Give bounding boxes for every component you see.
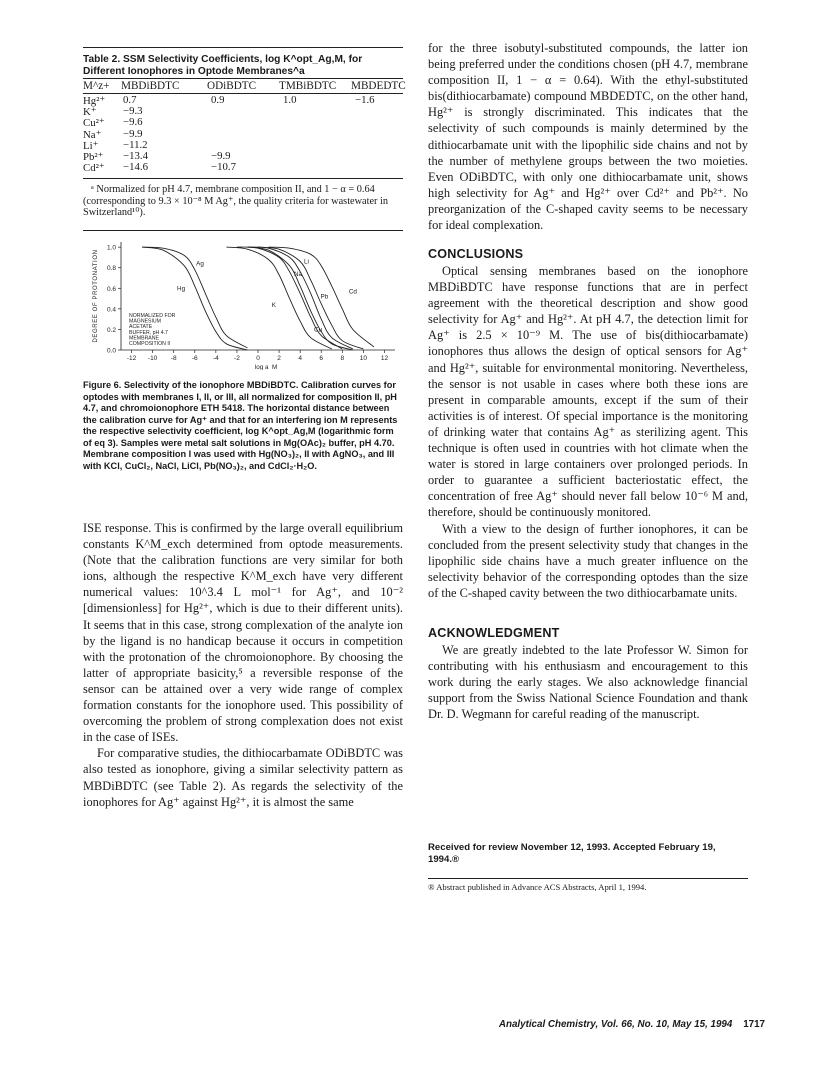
ion-cell: Cu²⁺	[83, 117, 105, 130]
table-header-rule	[83, 78, 403, 79]
value-cell: −11.2	[123, 138, 148, 151]
table-row	[83, 94, 403, 105]
paragraph: ISE response. This is confirmed by the large overall equilibrium constants K^M_exch determined from optode measurements. (Note that the calibration functions are very similar for both ions, although the respective K^M_exch have very different numerical values: 10^3.4 L mol⁻¹ for Ag⁺, and 10⁻² [dimensionless] for Hg²⁺, which is due to their different units). It seems that in this case, strong complexation of the analyte ion by the ligand is no handicap because it occurs in competition with the protonation of the chromoionophore. By choosing the latter of appropriate basicity,⁵ a reversible response of the sensor can be attained over a very wide range of complex formation constants for the ionophore used. This possibility of overcoming the problem of strong complexation does not exist in the case of ISEs.	[83, 521, 403, 745]
conclusions-heading: CONCLUSIONS	[428, 247, 524, 261]
x-tick-label: -10	[147, 355, 158, 362]
series-label-cu: Cu	[314, 326, 323, 334]
x-tick-label: -8	[170, 355, 177, 362]
y-tick-label: 0.8	[106, 265, 116, 273]
value-cell: −14.6	[123, 161, 148, 174]
figure-top-rule	[83, 230, 403, 231]
table-caption: Table 2. SSM Selectivity Coefficients, log K^opt_Ag,M, for Different Ionophores in Optode Membranes^a	[83, 54, 363, 77]
value-cell: 0.7	[123, 94, 137, 106]
table-row	[83, 128, 403, 139]
page-number: 1717	[743, 1019, 765, 1030]
series-label-cd: Cd	[348, 288, 357, 296]
table-row	[83, 150, 403, 161]
right-body-text	[428, 40, 748, 233]
ion-cell: Li⁺	[83, 139, 99, 152]
selectivity-figure	[83, 236, 403, 370]
x-tick-label: -2	[234, 355, 240, 362]
series-label-hg: Hg	[177, 285, 186, 293]
ion-cell: Na⁺	[83, 128, 102, 141]
acknowledgment-heading: ACKNOWLEDGMENT	[428, 626, 560, 640]
col-header: MBDiBDTC	[121, 80, 180, 92]
legend-line: MAGNESIUM	[129, 318, 161, 325]
series-label-k: K	[271, 301, 276, 309]
chart-curves	[142, 247, 374, 350]
abstract-footnote: ® Abstract published in Advance ACS Abstracts, April 1, 1994.	[428, 878, 748, 893]
value-cell: −1.6	[355, 94, 375, 106]
acknowledgment-body	[428, 642, 748, 722]
col-header: ODiBDTC	[207, 80, 257, 92]
col-header: TMBiBDTC	[279, 80, 337, 92]
paragraph: for the three isobutyl-substituted compounds, the latter ion being preferred under the conditions chosen (pH 4.7, membrane composition II, 1 − α = 0.64). With the ethyl-substituted bis(dithiocarbamate) compound MBDEDTC, on the other hand, Hg²⁺ is strongly discriminated. This indicates that the selectivity of such compounds is mainly determined by the dithiocarbamate unit with the lipophilic side chains and not by the number of methylene groups between the two moieties. Even ODiBDTC, with only one dithiocarbamate unit, shows high selectivity for Ag⁺ and Hg²⁺ over Cd²⁺ and Pb²⁺. No preorganization of the C-shaped cavity seems to be necessary for ideal complexation.	[428, 41, 748, 233]
table-bottom-rule	[83, 178, 403, 179]
left-body-text	[83, 520, 403, 810]
figure-caption: Figure 6. Selectivity of the ionophore MBDiBDTC. Calibration curves for optodes with membranes I, II, or III, all normalized for composition II, pH 4.7, and chromoionophore ETH 5418. The horizontal distance between the calibration curve for Ag⁺ and that for an interfering ion M represents the respective selectivity coefficient, log K^opt_Ag,M (logarithmic form of eq 3). Samples were metal salt solutions in Mg(OAc)₂ buffer, pH 4.70. Membrane composition I was used with Hg(NO₃)₂, II with AgNO₃, and III with KCl, CuCl₂, NaCl, LiCl, Pb(NO₃)₂, and CdCl₂·H₂O.	[83, 380, 398, 471]
ion-cell: Pb²⁺	[83, 151, 104, 163]
table-row	[83, 139, 403, 150]
ion-cell: Hg²⁺	[83, 95, 106, 107]
value-cell: 1.0	[283, 94, 297, 106]
x-tick-label: -6	[191, 355, 198, 362]
legend-line: MEMBRANE	[129, 335, 159, 342]
x-tick-label: 10	[359, 355, 368, 362]
ion-cell: Cd²⁺	[83, 162, 105, 175]
y-tick-label: 0.6	[106, 285, 116, 293]
paragraph: We are greatly indebted to the late Professor W. Simon for contributing with his enthusiasm and encouragement to this work during the early stages. We also acknowledge financial support from the Swiss National Science Foundation and thank Dr. D. Wegmann for careful reading of the manuscript.	[428, 643, 748, 722]
received-dates: Received for review November 12, 1993. Accepted February 19, 1994.®	[428, 842, 716, 865]
journal-citation: Analytical Chemistry, Vol. 66, No. 10, May 15, 1994	[498, 1019, 733, 1030]
value-cell: −9.9	[123, 127, 143, 140]
x-tick-label: 0	[256, 355, 260, 362]
y-tick-label: 0.4	[106, 306, 116, 314]
col-header: MBDEDTC	[351, 80, 406, 92]
x-tick-label: 2	[277, 355, 281, 362]
x-tick-label: 4	[298, 355, 302, 362]
paragraph: For comparative studies, the dithiocarbamate ODiBDTC was also tested as ionophore, giving a similar selectivity pattern as MBDiBDTC (see Table 2). As regards the selectivity of the ionophores for Ag⁺ against Hg²⁺, it is almost the same	[83, 746, 403, 809]
value-cell: −9.6	[123, 116, 143, 129]
paragraph: Optical sensing membranes based on the ionophore MBDiBDTC have response functions that are in perfect agreement with the theoretical description and show good selectivity for Ag⁺ and Hg²⁺. At pH 4.7, the detection limit for Ag⁺ is 2.5 × 10⁻⁹ M. The use of bis(dithiocarbamate) ionophores thus allows the design of optical sensors for Ag⁺ and Hg²⁺, suitable for environmental monitoring. Nevertheless, the sensor is not usable in cases where both these ions are present in comparable amounts, except if the sum of their activities is of interest. Of special importance is the monitoring of drinking water that contains Ag⁺ as sterilizing agent. This technique is often used in countries with hot climate when the water is stored in large containers over prolonged periods. In order to guarantee a sufficient bacteriostatic effect, the concentration of free Ag⁺ should never fall below 10⁻⁶ M and, therefore, should be continuously monitored.	[428, 264, 748, 520]
series-label-ag: Ag	[196, 260, 204, 268]
legend-line: BUFFER, pH 4.7	[129, 329, 168, 336]
y-axis-label: DEGREE OF PROTONATION	[93, 249, 99, 343]
x-axis-label: log a_M	[254, 364, 278, 370]
table-top-rule	[83, 47, 403, 48]
journal-footer	[420, 1019, 765, 1030]
col-header: M^z+	[83, 80, 110, 92]
y-tick-label: 0.0	[106, 347, 116, 355]
curve-pb	[258, 247, 363, 349]
value-cell: −9.9	[211, 150, 231, 162]
x-tick-label: 12	[380, 355, 389, 362]
legend-line: ACETATE	[129, 324, 153, 331]
x-tick-label: 6	[319, 355, 324, 362]
curve-k	[226, 247, 331, 349]
table-footnote: ᵃ Normalized for pH 4.7, membrane composition II, and 1 − α = 0.64 (corresponding to 9.3 × 10⁻⁸ M Ag⁺, the quality criteria for wastewater in Switzerland¹⁰).	[83, 184, 389, 219]
conclusions-body	[428, 263, 748, 601]
value-cell: 0.9	[211, 94, 225, 106]
value-cell: −9.3	[123, 105, 143, 118]
series-label-pb: Pb	[320, 293, 329, 301]
y-tick-label: 0.2	[106, 326, 116, 334]
paragraph: With a view to the design of further ionophores, it can be concluded from the present selectivity study that changes in the lipophilic side chains have a much greater influence on the selectivity behavior of the corresponding optodes than the size of the C-shaped cavity between the two dithiocarbamate units.	[428, 521, 748, 600]
series-label-li: Li	[304, 258, 309, 266]
value-cell: −13.4	[123, 150, 148, 162]
legend-line: NORMALIZED FOR	[129, 313, 176, 319]
x-tick-label: -4	[212, 355, 219, 362]
value-cell: −10.7	[211, 161, 236, 174]
x-tick-label: 8	[340, 355, 345, 362]
series-label-na: Na	[294, 270, 303, 278]
legend-line: COMPOSITION II	[129, 341, 171, 347]
ion-cell: K⁺	[83, 106, 97, 119]
x-tick-label: -12	[126, 355, 137, 362]
chart-axes	[93, 242, 395, 370]
table-row	[83, 105, 403, 119]
table-row	[83, 116, 403, 130]
y-tick-label: 1.0	[106, 244, 116, 252]
table-row	[83, 161, 403, 175]
